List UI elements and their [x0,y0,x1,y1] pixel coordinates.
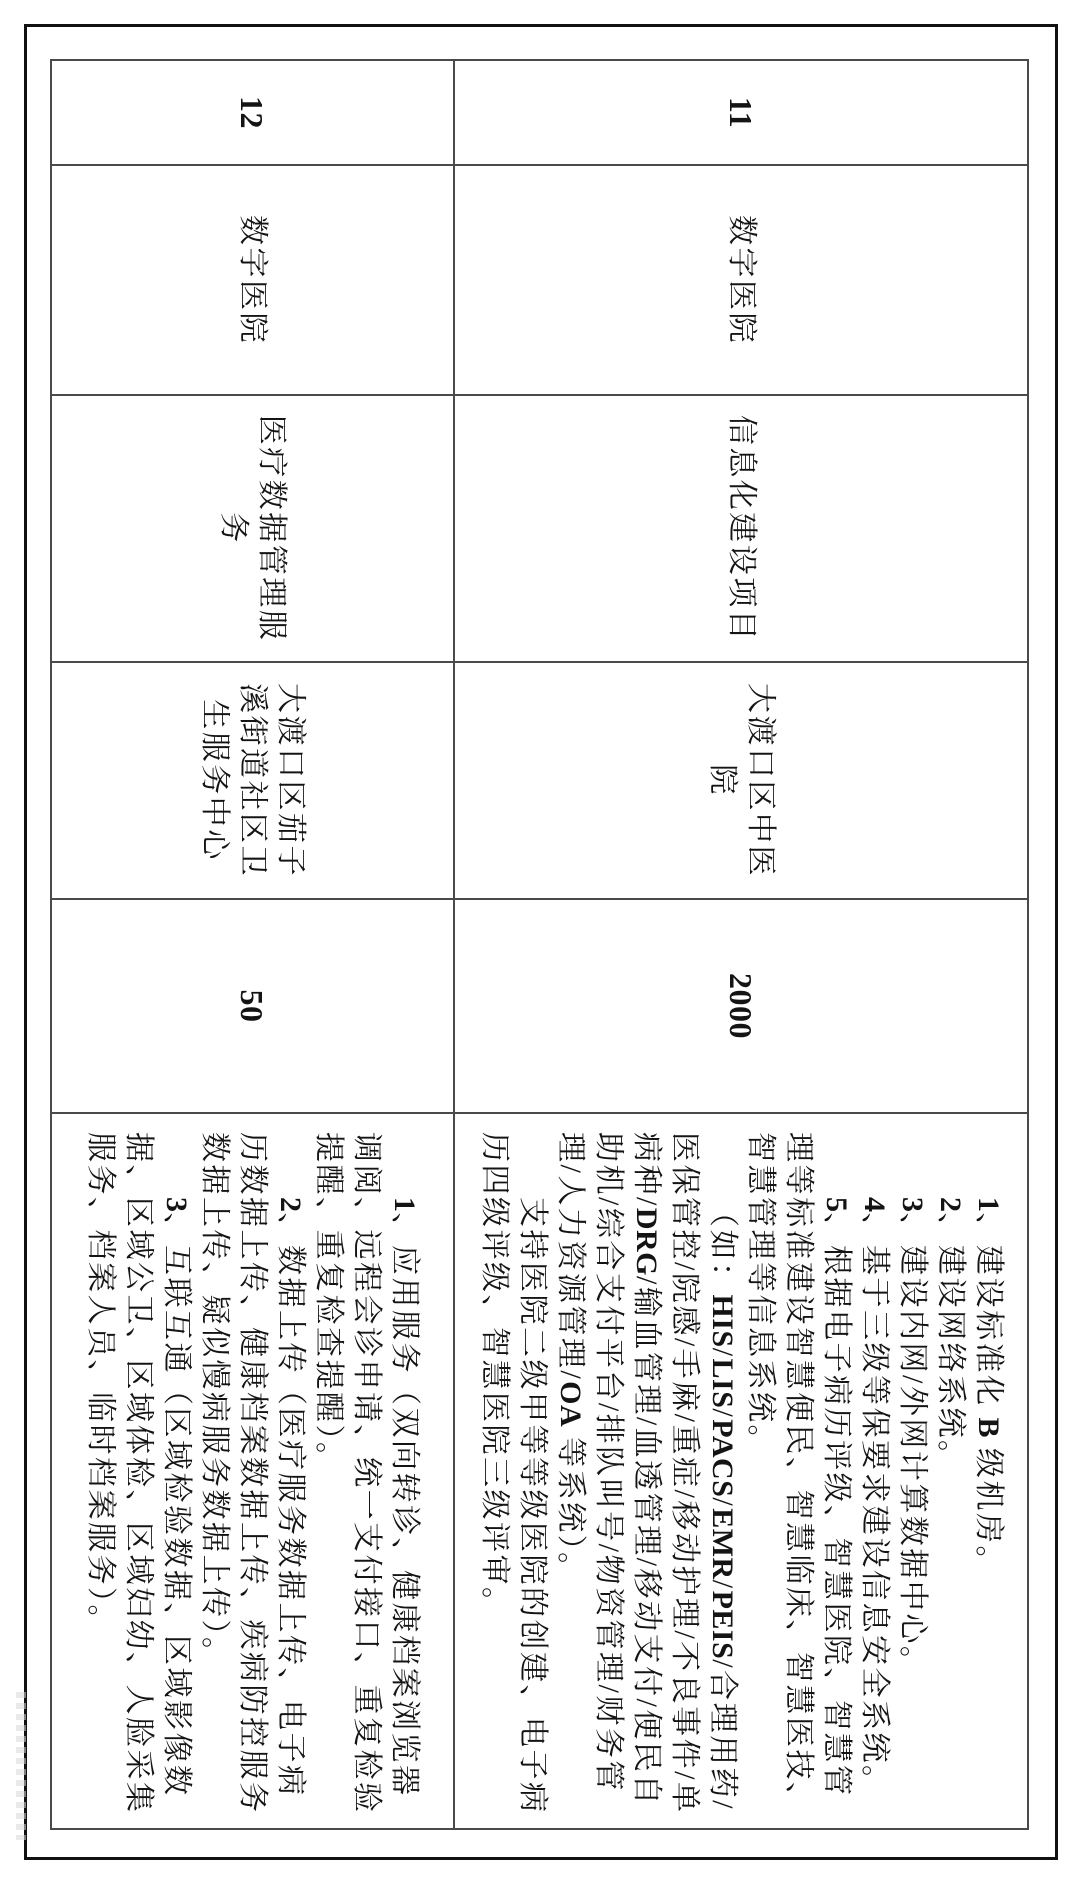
amount-cell [454,899,1028,1113]
content-line: 4、基于三级等保要求建设信息安全系统。 [858,1197,891,1798]
construction-content-cell [51,1113,454,1829]
unit-cell [454,662,1028,899]
content-line: 1、应用服务（双向转诊、健康档案浏览器 [388,1197,422,1798]
unit-cell [51,662,454,899]
project-name-cell [51,395,454,662]
content-line: 医保管控/院感/手麻/重症/移动护理/不良事件/单 [668,1132,701,1815]
project-name-cell [454,395,1028,662]
content-line: 5、根据电子病历评级、智慧医院、智慧管 [820,1197,853,1798]
amount-cell [51,899,454,1113]
unit-text: 大渡口区茄子溪街道社区卫生服务中心 [198,683,308,878]
content-line: 智慧管理等信息系统。 [744,1132,777,1457]
category-text: 数字医院 [236,215,270,345]
table-row [51,60,454,1829]
content-line: 理/人力资源管理/OA 等系统）。 [554,1132,587,1585]
content-line: 数据上传、疑似慢病服务数据上传）。 [198,1132,232,1670]
content-line: 服务、档案人员、临时档案服务）。 [84,1132,118,1637]
content-line: 助机/综合支付平台/排队叫号/物资管理/财务管 [592,1132,625,1793]
watermark [16,1692,26,1840]
content-line: 调阅、远程会诊申请、统一支付接口、重复检验 [350,1132,384,1815]
category-cell [51,165,454,395]
project-table [50,59,1029,1830]
construction-content-cell [454,1113,1028,1829]
rotated-document-page [24,24,1058,1860]
sequence-text: 11 [723,96,759,129]
content-line: 理等标准建设智慧便民、智慧临床、智慧医技、 [782,1132,815,1815]
content-line: 2、建设网络系统。 [934,1197,967,1473]
content-line: 2、数据上传（医疗服务数据上传、电子病 [274,1197,308,1798]
content-line: 支持医院二级甲等等级医院的创建、电子病 [516,1197,549,1815]
content-line: 1、建设标准化 B 级机房。 [972,1197,1005,1579]
row-sequence-number [51,60,454,165]
row-sequence-number [454,60,1028,165]
content-line: 提醒、重复检查提醒）。 [312,1132,346,1475]
amount-text: 50 [234,989,271,1023]
unit-text: 大渡口区中医院 [706,683,777,878]
content-line: 病种/DRG/输血管理/血透管理/移动支付/便民自 [630,1132,663,1807]
content-line: 3、互联互通（区域检验数据、区域影像数 [160,1197,194,1798]
project-name-text: 医疗数据管理服务 [217,414,289,643]
table-row [454,60,1028,1829]
category-cell [454,165,1028,395]
content-line: （如：HIS/LIS/PACS/EMR/PEIS/合理用药/ [706,1197,739,1811]
project-name-text: 信息化建设项目 [725,414,758,643]
content-line: 历数据上传、健康档案数据上传、疾病防控服务 [236,1132,270,1815]
amount-text: 2000 [723,973,759,1039]
category-text: 数字医院 [725,215,758,345]
content-line: 3、建设内网/外网计算数据中心。 [896,1197,929,1679]
content-line: 历四级评级、智慧医院三级评审。 [478,1132,511,1620]
content-line: 据、区域公卫、区域体检、区域妇幼、人脸采集 [122,1132,156,1815]
sequence-text: 12 [234,96,271,129]
